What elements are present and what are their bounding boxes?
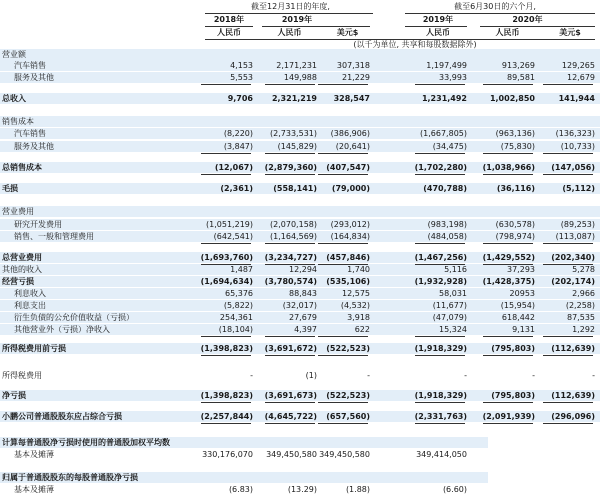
row-value: (1,694,634) bbox=[200, 277, 253, 286]
row-value: (1,932,928) bbox=[414, 277, 467, 286]
total-rule bbox=[201, 402, 251, 403]
row-value: (145,829) bbox=[277, 142, 317, 151]
row-value: 1,292 bbox=[572, 325, 595, 334]
row-value: (1,467,256) bbox=[414, 253, 467, 262]
header-rule bbox=[205, 26, 253, 27]
total-rule bbox=[415, 423, 465, 424]
currency-col-4: 人民币 bbox=[426, 28, 450, 37]
total-rule bbox=[201, 174, 251, 175]
row-value: (5,112) bbox=[562, 184, 595, 193]
row-value: 307,318 bbox=[336, 61, 370, 70]
row-value: (5,822) bbox=[223, 301, 253, 310]
row-label: 销售成本 bbox=[2, 117, 34, 126]
row-value: 328,547 bbox=[333, 94, 370, 103]
header-rule bbox=[405, 13, 595, 14]
row-value: 913,269 bbox=[501, 61, 535, 70]
row-value: (6.60) bbox=[442, 485, 467, 494]
row-label: 服务及其他 bbox=[14, 142, 54, 151]
total-rule bbox=[201, 264, 251, 265]
row-label: 营业额 bbox=[2, 50, 26, 59]
row-label: 汽车销售 bbox=[14, 129, 46, 138]
row-value: (630,578) bbox=[495, 220, 535, 229]
row-value: (3,691,673) bbox=[264, 391, 317, 400]
total-rule bbox=[483, 423, 533, 424]
total-rule bbox=[543, 264, 593, 265]
row-value: (32,017) bbox=[282, 301, 317, 310]
total-rule bbox=[543, 243, 593, 244]
row-value: 58,031 bbox=[439, 289, 467, 298]
row-value: (3,780,574) bbox=[264, 277, 317, 286]
currency-col-2: 人民币 bbox=[277, 28, 302, 37]
row-value: (10,733) bbox=[560, 142, 595, 151]
row-value: (1) bbox=[305, 371, 317, 380]
row-value: (18,104) bbox=[218, 325, 253, 334]
total-rule bbox=[483, 153, 533, 154]
row-value: 330,176,070 bbox=[202, 450, 253, 459]
total-rule bbox=[318, 264, 368, 265]
row-value: 141,944 bbox=[558, 94, 595, 103]
total-rule bbox=[415, 355, 465, 356]
row-label: 总收入 bbox=[2, 94, 26, 103]
row-label: 基本及摊薄 bbox=[14, 450, 54, 459]
row-value: - bbox=[464, 371, 467, 380]
row-value: (535,106) bbox=[326, 277, 370, 286]
row-value: (407,547) bbox=[326, 163, 370, 172]
row-value: 15,324 bbox=[439, 325, 467, 334]
total-rule bbox=[318, 336, 368, 337]
row-value: (558,141) bbox=[273, 184, 317, 193]
row-label: 汽车销售 bbox=[14, 61, 46, 70]
row-value: 1,487 bbox=[230, 265, 253, 274]
row-label: 经营亏损 bbox=[2, 277, 34, 286]
row-value: 9,706 bbox=[227, 94, 253, 103]
header-rule bbox=[480, 26, 595, 27]
total-rule bbox=[483, 243, 533, 244]
row-label: 利息收入 bbox=[14, 289, 46, 298]
row-value: (1,164,569) bbox=[270, 232, 317, 241]
total-rule bbox=[201, 153, 251, 154]
row-value: (798,974) bbox=[495, 232, 535, 241]
row-value: (522,523) bbox=[326, 391, 370, 400]
row-value: (6.83) bbox=[228, 485, 253, 494]
row-value: 5,116 bbox=[444, 265, 467, 274]
total-rule bbox=[318, 243, 368, 244]
total-rule bbox=[483, 336, 533, 337]
total-rule bbox=[265, 423, 315, 424]
row-value: (1,038,966) bbox=[482, 163, 535, 172]
row-value: 3,918 bbox=[347, 313, 370, 322]
row-value: (4,532) bbox=[340, 301, 370, 310]
row-value: 5,553 bbox=[230, 73, 253, 82]
row-label: 研究开发费用 bbox=[14, 220, 62, 229]
total-rule bbox=[415, 153, 465, 154]
row-value: (13.29) bbox=[287, 485, 317, 494]
row-value: 89,581 bbox=[507, 73, 535, 82]
total-rule bbox=[201, 423, 251, 424]
period-header-fiscal-year: 截至12月31日的年度, bbox=[251, 2, 330, 11]
row-value: 65,376 bbox=[225, 289, 253, 298]
row-value: (15,954) bbox=[500, 301, 535, 310]
row-label: 营业费用 bbox=[2, 207, 34, 216]
row-value: - bbox=[532, 371, 535, 380]
total-rule bbox=[201, 355, 251, 356]
total-rule bbox=[483, 174, 533, 175]
row-value: (36,116) bbox=[496, 184, 535, 193]
row-value: (2,331,763) bbox=[414, 412, 467, 421]
row-value: (3,234,727) bbox=[264, 253, 317, 262]
total-rule bbox=[201, 336, 251, 337]
row-value: - bbox=[367, 371, 370, 380]
row-value: (47,079) bbox=[432, 313, 467, 322]
row-value: 4,397 bbox=[294, 325, 317, 334]
row-label: 衍生负债的公允价值收益（亏损） bbox=[14, 313, 134, 322]
total-rule bbox=[201, 84, 251, 85]
row-value: (963,136) bbox=[495, 129, 535, 138]
row-label: 计算每普通股净亏损时使用的普通股加权平均数 bbox=[2, 438, 170, 447]
row-value: (112,639) bbox=[551, 344, 595, 353]
row-value: (642,541) bbox=[213, 232, 253, 241]
row-value: 349,414,050 bbox=[416, 450, 467, 459]
row-value: 12,679 bbox=[567, 73, 595, 82]
row-value: (795,803) bbox=[491, 391, 535, 400]
row-label: 归属于普通股股东的每股普通股净亏损 bbox=[2, 473, 138, 482]
row-value: (1,918,329) bbox=[414, 344, 467, 353]
row-value: 12,294 bbox=[289, 265, 317, 274]
row-value: (522,523) bbox=[326, 344, 370, 353]
row-value: (89,253) bbox=[560, 220, 595, 229]
period-header-six-months: 截至6月30日的六个月, bbox=[454, 2, 536, 11]
total-rule bbox=[265, 84, 315, 85]
row-value: (113,087) bbox=[555, 232, 595, 241]
total-rule bbox=[415, 402, 465, 403]
row-value: 149,988 bbox=[283, 73, 317, 82]
row-value: (1,051,219) bbox=[206, 220, 253, 229]
header-rule bbox=[205, 13, 373, 14]
year-2018: 2018年 bbox=[213, 15, 245, 24]
total-rule bbox=[318, 355, 368, 356]
row-shading bbox=[0, 206, 600, 217]
row-label: 小鹏公司普通股股东应占综合亏损 bbox=[2, 412, 122, 421]
total-rule bbox=[483, 84, 533, 85]
row-shading bbox=[0, 116, 600, 127]
currency-col-3: 美元$ bbox=[336, 28, 359, 37]
total-rule bbox=[265, 355, 315, 356]
row-value: (79,000) bbox=[331, 184, 370, 193]
total-rule bbox=[543, 336, 593, 337]
row-value: (136,323) bbox=[555, 129, 595, 138]
row-value: (202,340) bbox=[551, 253, 595, 262]
total-rule bbox=[318, 423, 368, 424]
row-value: 2,966 bbox=[572, 289, 595, 298]
total-rule bbox=[318, 153, 368, 154]
row-value: 27,679 bbox=[289, 313, 317, 322]
total-rule bbox=[543, 84, 593, 85]
row-value: 129,265 bbox=[561, 61, 595, 70]
row-value: (2,070,158) bbox=[270, 220, 317, 229]
row-value: 254,361 bbox=[219, 313, 253, 322]
row-value: (2,733,531) bbox=[270, 129, 317, 138]
total-rule bbox=[543, 423, 593, 424]
row-value: 4,153 bbox=[230, 61, 253, 70]
row-value: (147,056) bbox=[551, 163, 595, 172]
row-value: (75,830) bbox=[500, 142, 535, 151]
total-rule bbox=[483, 355, 533, 356]
row-value: 88,843 bbox=[289, 289, 317, 298]
total-rule bbox=[543, 174, 593, 175]
total-rule bbox=[265, 336, 315, 337]
total-rule bbox=[415, 84, 465, 85]
total-rule bbox=[201, 243, 251, 244]
row-label: 所得税费用前亏损 bbox=[2, 344, 66, 353]
header-rule bbox=[262, 26, 370, 27]
row-label: 服务及其他 bbox=[14, 73, 54, 82]
total-rule bbox=[265, 153, 315, 154]
year-2020-h1: 2020年 bbox=[512, 15, 543, 24]
row-value: (8,220) bbox=[223, 129, 253, 138]
row-label: 其他营业外（亏损）净收入 bbox=[14, 325, 110, 334]
row-value: (657,560) bbox=[326, 412, 370, 421]
row-value: (1,918,329) bbox=[414, 391, 467, 400]
row-value: (1.88) bbox=[345, 485, 370, 494]
row-value: (1,398,823) bbox=[200, 344, 253, 353]
row-value: (3,691,672) bbox=[264, 344, 317, 353]
row-value: (12,067) bbox=[214, 163, 253, 172]
total-rule bbox=[543, 153, 593, 154]
row-value: (112,639) bbox=[551, 391, 595, 400]
row-value: (1,693,760) bbox=[200, 253, 253, 262]
row-value: 12,575 bbox=[342, 289, 370, 298]
row-value: (1,667,805) bbox=[420, 129, 467, 138]
row-label: 总销售成本 bbox=[2, 163, 42, 172]
row-value: 618,442 bbox=[501, 313, 535, 322]
total-rule bbox=[483, 402, 533, 403]
currency-col-1: 人民币 bbox=[217, 28, 241, 37]
total-rule bbox=[483, 264, 533, 265]
row-value: 349,450,580 bbox=[319, 450, 370, 459]
row-value: (293,012) bbox=[330, 220, 370, 229]
row-label: 总营业费用 bbox=[2, 253, 42, 262]
year-2019-fy: 2019年 bbox=[281, 15, 313, 24]
row-value: 349,450,580 bbox=[266, 450, 317, 459]
row-value: (2,091,939) bbox=[482, 412, 535, 421]
row-value: (457,846) bbox=[326, 253, 370, 262]
row-label: 净亏损 bbox=[2, 391, 26, 400]
row-value: (2,257,844) bbox=[200, 412, 253, 421]
row-value: (2,879,360) bbox=[264, 163, 317, 172]
row-label: 销售、一般和管理费用 bbox=[14, 232, 94, 241]
row-value: (296,096) bbox=[551, 412, 595, 421]
row-value: 33,993 bbox=[439, 73, 467, 82]
row-value: 1,197,499 bbox=[426, 61, 467, 70]
row-value: (34,475) bbox=[432, 142, 467, 151]
currency-col-6: 美元$ bbox=[559, 28, 581, 37]
row-value: 9,131 bbox=[512, 325, 535, 334]
row-value: 20953 bbox=[509, 289, 535, 298]
row-label: 毛损 bbox=[2, 184, 18, 193]
row-value: 5,278 bbox=[572, 265, 595, 274]
row-shading bbox=[0, 49, 600, 60]
row-value: (484,058) bbox=[427, 232, 467, 241]
total-rule bbox=[543, 355, 593, 356]
total-rule bbox=[265, 402, 315, 403]
row-value: 1,740 bbox=[347, 265, 370, 274]
row-label: 利息支出 bbox=[14, 301, 46, 310]
total-rule bbox=[415, 336, 465, 337]
year-2019-h1: 2019年 bbox=[422, 15, 454, 24]
total-rule bbox=[265, 243, 315, 244]
row-value: 37,293 bbox=[507, 265, 535, 274]
row-value: (4,645,722) bbox=[264, 412, 317, 421]
total-rule bbox=[415, 243, 465, 244]
row-value: (1,398,823) bbox=[200, 391, 253, 400]
row-value: (1,429,552) bbox=[482, 253, 535, 262]
row-value: (3,847) bbox=[223, 142, 253, 151]
header-rule bbox=[405, 26, 467, 27]
row-value: (1,702,280) bbox=[414, 163, 467, 172]
row-value: (795,803) bbox=[491, 344, 535, 353]
row-value: (2,258) bbox=[565, 301, 595, 310]
row-value: - bbox=[592, 371, 595, 380]
row-value: 87,535 bbox=[567, 313, 595, 322]
row-label: 基本及摊薄 bbox=[14, 485, 54, 494]
row-label: 其他的收入 bbox=[2, 265, 42, 274]
row-value: 2,321,219 bbox=[271, 94, 317, 103]
total-rule bbox=[318, 174, 368, 175]
row-value: 622 bbox=[354, 325, 370, 334]
total-rule bbox=[543, 402, 593, 403]
row-value: (20,641) bbox=[335, 142, 370, 151]
row-label: 所得税费用 bbox=[2, 371, 42, 380]
row-value: (1,428,375) bbox=[482, 277, 535, 286]
row-value: - bbox=[250, 371, 253, 380]
row-value: 1,002,850 bbox=[489, 94, 535, 103]
total-rule bbox=[415, 264, 465, 265]
row-value: (386,906) bbox=[330, 129, 370, 138]
row-value: (202,174) bbox=[551, 277, 595, 286]
row-value: (2,361) bbox=[220, 184, 253, 193]
row-value: (983,198) bbox=[427, 220, 467, 229]
overlay-mask bbox=[488, 436, 600, 501]
total-rule bbox=[318, 402, 368, 403]
row-value: 1,231,492 bbox=[421, 94, 467, 103]
total-rule bbox=[265, 174, 315, 175]
row-value: (470,788) bbox=[423, 184, 467, 193]
total-rule bbox=[318, 84, 368, 85]
row-value: 2,171,231 bbox=[276, 61, 317, 70]
total-rule bbox=[415, 174, 465, 175]
row-value: (11,677) bbox=[432, 301, 467, 310]
unit-note: (以千为单位, 共享和每股数据除外) bbox=[353, 40, 477, 49]
currency-col-5: 人民币 bbox=[495, 28, 520, 37]
row-value: 21,229 bbox=[342, 73, 370, 82]
total-rule bbox=[265, 264, 315, 265]
row-value: (164,834) bbox=[330, 232, 370, 241]
